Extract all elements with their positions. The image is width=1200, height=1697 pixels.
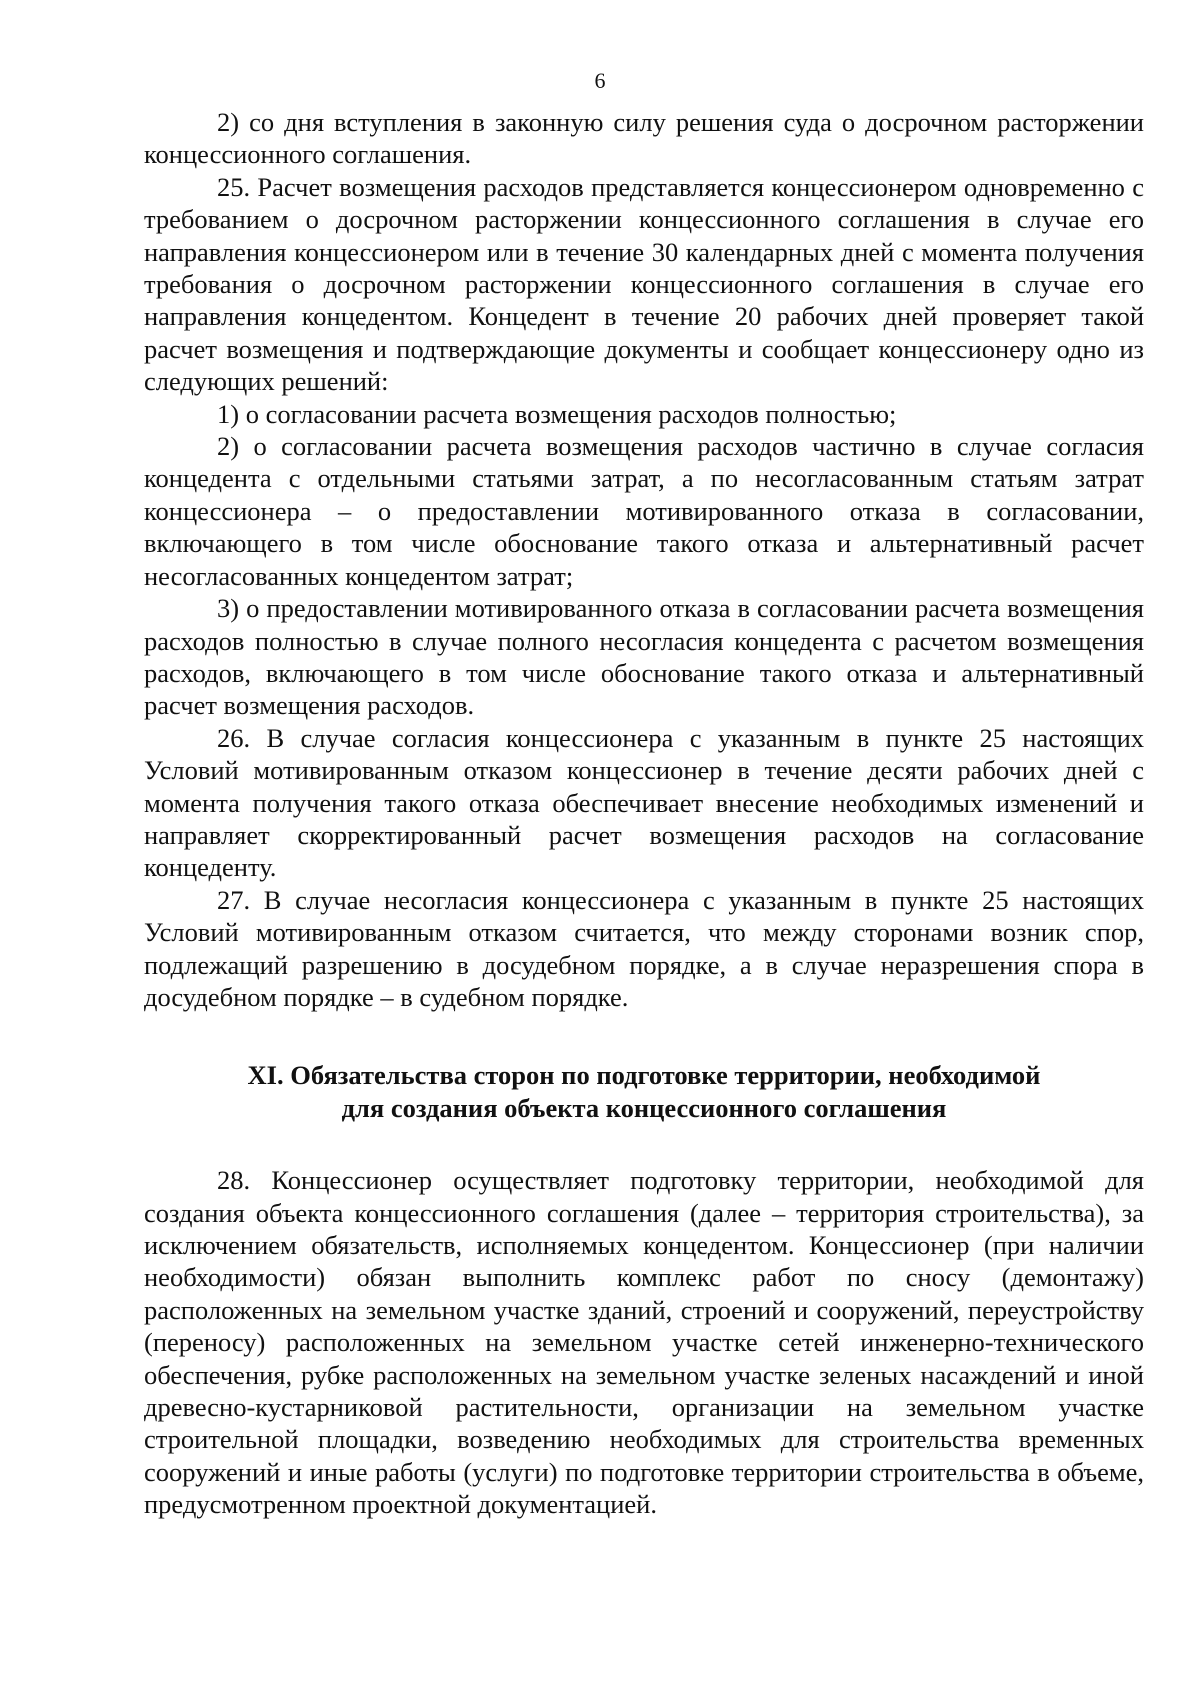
section-heading-xi — [144, 1013, 1144, 1164]
section-heading-line-1: XI. Обязательства сторон по подготовке территории, необходимой — [247, 1060, 1041, 1091]
paragraph-25-option-2: 2) о согласовании расчета возмещения расходов частично в случае согласия концедента с отдельными статьями затрат, а по несогласованным статьям затрат концессионера – о предоставлении мотивированного отказа в согласовании, включающего в том числе обоснование такого отказа и альтернативный расчет несогласованных концедентом затрат; — [144, 431, 1144, 591]
paragraph-25-option-1: 1) о согласовании расчета возмещения расходов полностью; — [217, 398, 897, 429]
paragraph-26: 26. В случае согласия концессионера с указанным в пункте 25 настоящих Условий мотивированным отказом концессионер в течение десяти рабочих дней с момента получения такого отказа обеспечивает внесение необходимых изменений и направляет скорректированный расчет возмещения расходов на согласование концеденту. — [144, 722, 1144, 883]
paragraph-25: 25. Расчет возмещения расходов представляется концессионером одновременно с требованием о досрочном расторжении концессионного соглашения в случае его направления концессионером или в течение 30 календарных дней с момента получения требования о досрочном расторжении концессионного соглашения в случае его направления концедентом. Концедент в течение 20 рабочих дней проверяет такой расчет возмещения и подтверждающие документы и сообщает концессионеру одно из следующих решений: — [144, 171, 1144, 397]
section-heading-line-2: для создания объекта концессионного соглашения — [341, 1092, 947, 1123]
document-body — [144, 106, 1144, 1521]
paragraph-27: 27. В случае несогласия концессионера с указанным в пункте 25 настоящих Условий мотивированным отказом считается, что между сторонами возник спор, подлежащий разрешению в досудебном порядке, а в случае неразрешения спора в досудебном порядке – в судебном порядке. — [144, 884, 1144, 1012]
paragraph-28: 28. Концессионер осуществляет подготовку территории, необходимой для создания объекта концессионного соглашения (далее – территория строительства), за исключением обязательств, исполняемых концедентом. Концессионер (при наличии необходимости) обязан выполнить комплекс работ по сносу (демонтажу) расположенных на земельном участке зданий, строений и сооружений, переустройству (переносу) расположенных на земельном участке сетей инженерно-технического обеспечения, рубке расположенных на земельном участке зеленых насаждений и иной древесно-кустарниковой растительности, организации на земельном участке строительной площадки, возведению необходимых для строительства временных сооружений и иные работы (услуги) по подготовке территории строительства в объеме, предусмотренном проектной документацией. — [144, 1165, 1144, 1520]
page-number: 6 — [594, 68, 606, 93]
paragraph-item-2-termination-by-court: 2) со дня вступления в законную силу решения суда о досрочном расторжении концессионного соглашения. — [144, 107, 1144, 170]
paragraph-25-option-3: 3) о предоставлении мотивированного отказа в согласовании расчета возмещения расходов полностью в случае полного несогласия концедента с расчетом возмещения расходов, включающего в том числе обоснование такого отказа и альтернативный расчет возмещения расходов. — [144, 593, 1144, 721]
